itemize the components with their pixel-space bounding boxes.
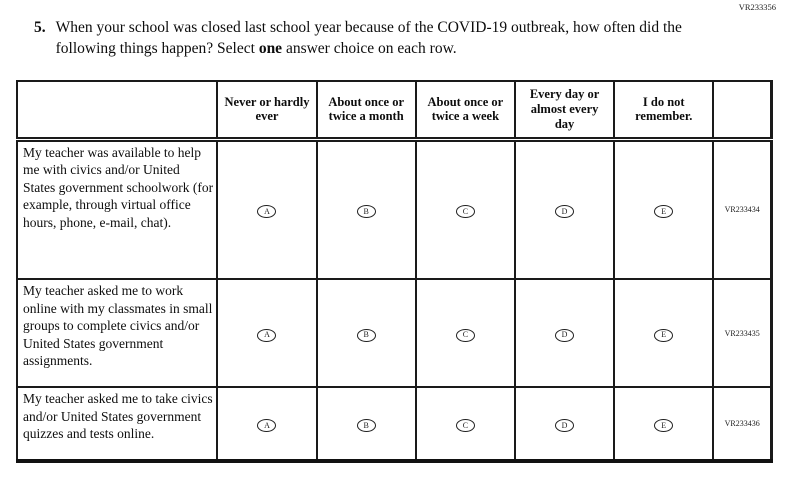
- page-code: VR233356: [738, 2, 776, 12]
- row3-statement: My teacher asked me to take civics and/or United States government quizzes and tests online.: [17, 387, 217, 461]
- row1-cell-e: [614, 139, 713, 279]
- header-once-twice-week: About once or twice a week: [416, 81, 515, 139]
- row3-cell-d: [515, 387, 614, 461]
- header-do-not-remember: I do not remember.: [614, 81, 713, 139]
- row2-cell-a: [217, 279, 316, 387]
- row1-statement: My teacher was available to help me with civics and/or United States government schoolwork (for example, through virtual office hours, phone, e-mail, chat).: [17, 139, 217, 279]
- answer-bubble-r3-c[interactable]: C: [456, 419, 475, 432]
- header-row: [17, 81, 772, 139]
- question-text: [56, 17, 696, 60]
- row2-cell-c: [416, 279, 515, 387]
- row1-cell-d: [515, 139, 614, 279]
- answer-bubble-r2-b[interactable]: B: [357, 329, 376, 342]
- answer-grid: [16, 80, 773, 463]
- row1-cell-c: [416, 139, 515, 279]
- question-line2-before: often did the following things happen? Select: [55, 19, 682, 58]
- row1-cell-b: [317, 139, 416, 279]
- row1-item-code: VR233434: [713, 139, 771, 279]
- row2-statement: My teacher asked me to work online with my classmates in small groups to complete civics and/or United States government assignments.: [17, 279, 217, 387]
- row3-cell-a: [217, 387, 316, 461]
- table-row-2: [17, 279, 772, 387]
- row2-item-code: VR233435: [713, 279, 771, 387]
- answer-bubble-r2-d[interactable]: D: [555, 329, 574, 342]
- header-never: Never or hardly ever: [217, 81, 316, 139]
- row2-cell-e: [614, 279, 713, 387]
- table-row-3: [17, 387, 772, 461]
- row2-cell-d: [515, 279, 614, 387]
- question-bold-word: one: [258, 40, 283, 58]
- answer-bubble-r1-a[interactable]: A: [257, 205, 276, 218]
- row3-cell-b: [317, 387, 416, 461]
- answer-bubble-r1-e[interactable]: E: [654, 205, 673, 218]
- answer-bubble-r1-d[interactable]: D: [555, 205, 574, 218]
- question-block: [34, 17, 734, 60]
- row2-cell-b: [317, 279, 416, 387]
- row3-item-code: VR233436: [713, 387, 771, 461]
- table-row-1: [17, 139, 772, 279]
- question-line1: When your school was closed last school year because of the COVID-19 outbreak, how: [55, 19, 604, 36]
- header-empty-statement: [17, 81, 217, 139]
- header-empty-code: [713, 81, 771, 139]
- question-number: 5.: [34, 19, 46, 36]
- answer-bubble-r3-b[interactable]: B: [357, 419, 376, 432]
- header-every-day: Every day or almost every day: [515, 81, 614, 139]
- question-line2-after: answer choice on each row.: [282, 40, 457, 58]
- answer-bubble-r2-a[interactable]: A: [257, 329, 276, 342]
- row1-cell-a: [217, 139, 316, 279]
- answer-bubble-r1-c[interactable]: C: [456, 205, 475, 218]
- row3-cell-e: [614, 387, 713, 461]
- answer-bubble-r3-a[interactable]: A: [257, 419, 276, 432]
- header-once-twice-month: About once or twice a month: [317, 81, 416, 139]
- answer-bubble-r2-c[interactable]: C: [456, 329, 475, 342]
- row3-cell-c: [416, 387, 515, 461]
- answer-bubble-r3-e[interactable]: E: [654, 419, 673, 432]
- answer-bubble-r2-e[interactable]: E: [654, 329, 673, 342]
- answer-bubble-r3-d[interactable]: D: [555, 419, 574, 432]
- answer-bubble-r1-b[interactable]: B: [357, 205, 376, 218]
